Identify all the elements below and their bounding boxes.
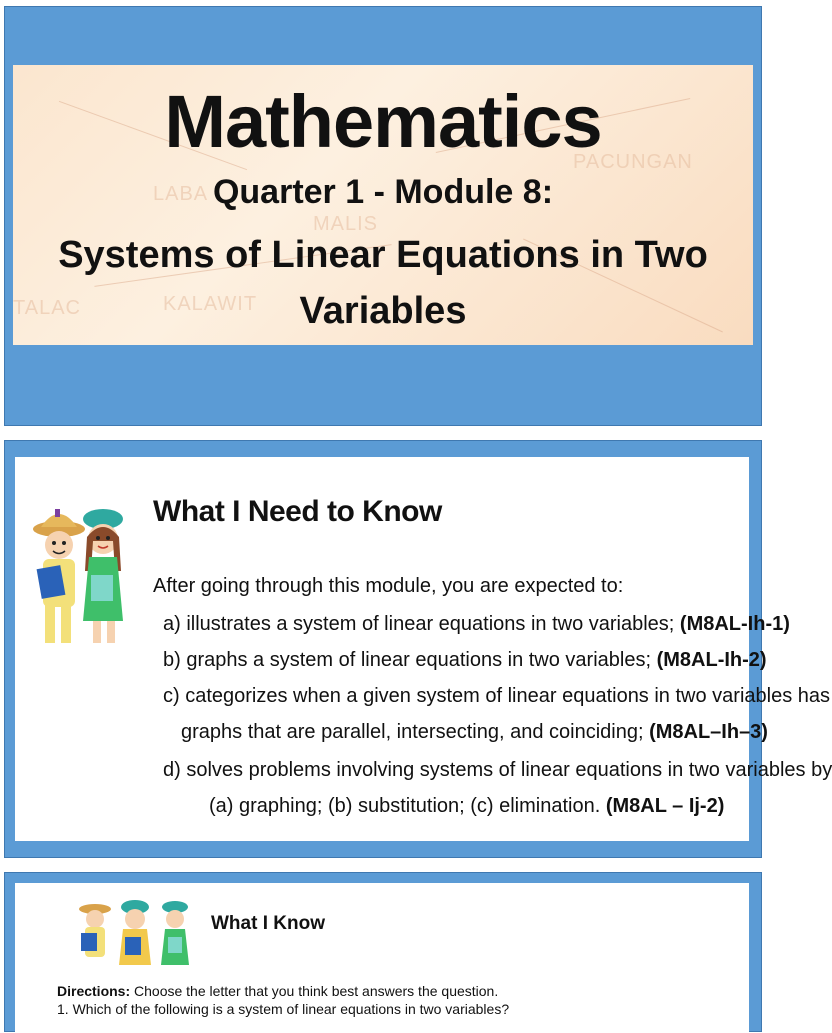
competency-code: (M8AL – Ij-2) bbox=[605, 795, 725, 817]
objective-text: a) illustrates a system of linear equations in two variables; bbox=[163, 613, 680, 635]
objective-text: graphs that are parallel, intersecting, and coinciding; bbox=[181, 721, 650, 743]
intro-text: After going through this module, you are expected to: bbox=[153, 575, 624, 597]
module-subtitle: Quarter 1 - Module 8: bbox=[212, 173, 554, 211]
objective-c bbox=[163, 685, 830, 708]
objective-a bbox=[163, 613, 790, 636]
students-illustration bbox=[29, 501, 129, 651]
content-panel bbox=[15, 457, 832, 841]
background-map-word: LABA bbox=[153, 183, 209, 205]
title-slide bbox=[4, 6, 762, 426]
content-panel bbox=[15, 883, 749, 1033]
objective-d bbox=[163, 759, 832, 782]
directions-text: Choose the letter that you think best answers the question. bbox=[130, 983, 499, 999]
competency-code: (M8AL-Ih-1) bbox=[679, 613, 790, 635]
objective-text: c) categorizes when a given system of linear equations in two variables has bbox=[163, 685, 831, 707]
question-1: 1. Which of the following is a system of linear equations in two variables? bbox=[57, 1001, 510, 1017]
objective-c-continued bbox=[181, 721, 768, 744]
directions-label: Directions: bbox=[57, 983, 131, 999]
module-topic-line2: Variables bbox=[299, 290, 467, 332]
section-heading: What I Need to Know bbox=[153, 495, 442, 528]
title-panel bbox=[13, 65, 753, 345]
objective-text: (a) graphing; (b) substitution; (c) elimination. bbox=[209, 795, 606, 817]
background-map-word: KALAWIT bbox=[163, 293, 258, 315]
objective-b bbox=[163, 649, 767, 672]
directions bbox=[57, 983, 498, 999]
what-i-know-slide bbox=[4, 872, 762, 1032]
section-heading: What I Know bbox=[211, 913, 325, 934]
module-title: Mathematics bbox=[164, 80, 602, 163]
background-map-word: MALIS bbox=[313, 213, 379, 235]
background-map-word: PACUNGAN bbox=[573, 151, 693, 173]
objective-d-continued bbox=[209, 795, 724, 818]
module-topic bbox=[13, 227, 753, 339]
objective-text: d) solves problems involving systems of linear equations in two variables by bbox=[163, 759, 832, 781]
students-illustration bbox=[75, 895, 195, 971]
module-topic-line1: Systems of Linear Equations in Two bbox=[58, 234, 708, 276]
objective-text: b) graphs a system of linear equations in two variables; bbox=[163, 649, 657, 671]
what-i-need-to-know-slide bbox=[4, 440, 832, 858]
competency-code: (M8AL-Ih-2) bbox=[656, 649, 767, 671]
competency-code: (M8AL–Ih–3) bbox=[649, 721, 768, 743]
background-map-word: TALAC bbox=[13, 297, 81, 319]
